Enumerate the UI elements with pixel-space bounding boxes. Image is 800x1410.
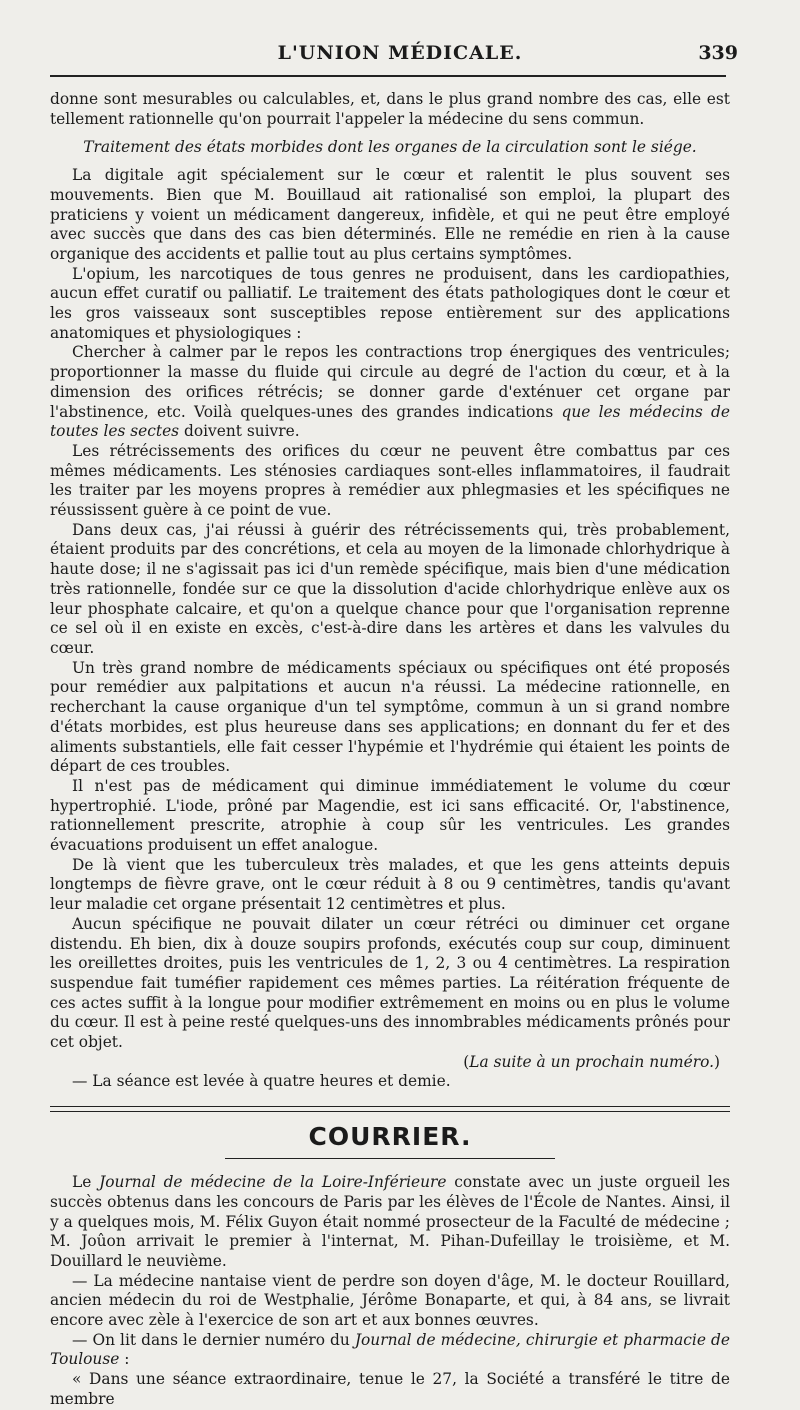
page-number: 339 <box>698 42 738 64</box>
section-divider <box>50 1106 730 1112</box>
italic-text: Journal de médecine, chirurgie et pharmacie de Toulouse <box>50 1330 730 1369</box>
text-run: ) <box>713 1052 720 1071</box>
title-rule <box>225 1158 555 1159</box>
paragraph: La digitale agit spécialement sur le cœur et ralentit le plus souvent ses mouvements. Bien que M. Bouillaud ait rationalisé son emploi, la plupart des praticiens y voient un médicament dangereux, infidèle, et qui ne peut être employé avec succès que dans des cas bien déterminés. Elle ne remédie en rien à la cause organique des accidents et pallie tout au plus certains symptômes. <box>50 166 730 263</box>
paragraph: Il n'est pas de médicament qui diminue immédiatement le volume du cœur hypertrophié. L'iode, prôné par Magendie, est ici sans efficacité. Or, l'abstinence, rationnellement prescrite, atrophie à coup sûr les ventricules. Les grandes évacuations produisent un effet analogue. <box>50 776 730 855</box>
section-subheading: Traitement des états morbides dont les organes de la circulation sont le siége. <box>83 138 697 157</box>
page-body <box>50 90 730 1410</box>
text-run: ( <box>463 1052 470 1071</box>
text-run: — On lit dans le dernier numéro du <box>72 1330 355 1349</box>
paragraph: De là vient que les tuberculeux très malades, et que les gens atteints depuis longtemps de fièvre grave, ont le cœur réduit à 8 ou 9 centimètres, tandis qu'avant leur maladie cet organe présentait 12 centimètres et plus. <box>50 855 730 914</box>
paragraph <box>50 1331 730 1370</box>
paragraph: « Dans une séance extraordinaire, tenue le 27, la Société a transféré le titre de membre <box>50 1370 730 1408</box>
paragraph <box>50 1173 730 1272</box>
closing-line: — La séance est levée à quatre heures et demie. <box>72 1072 451 1091</box>
journal-title: L'UNION MÉDICALE. <box>277 42 523 64</box>
paragraph: L'opium, les narcotiques de tous genres ne produisent, dans les cardiopathies, aucun effet curatif ou palliatif. Le traitement des états pathologiques dont le cœur et les gros vaisseaux sont susceptibles repose entièrement sur des applications anatomiques et physiologiques : <box>50 264 730 342</box>
text-run: Chercher à calmer par le repos les contractions trop énergiques des ventricules; proportionner la masse du fluide qui circule au degré de l'action du cœur, et à la dimension des orifices rétrécis; se donner garde d'exténuer cet organe par l'abstinence, etc. Voilà quelques-unes des grandes indications <box>50 343 730 421</box>
paragraph <box>50 343 730 442</box>
italic-text: Journal de médecine de la Loire-Inférieure <box>99 1173 447 1192</box>
paragraph: Les rétrécissements des orifices du cœur ne peuvent être combattus par ces mêmes médicaments. Les sténosies cardiaques sont-elles inflammatoires, il faudrait les traiter par les moyens propres à remédier aux phlegmasies et les spécifiques ne réussissent guère à ce point de vue. <box>50 441 730 520</box>
continuation-note <box>50 1053 720 1073</box>
paragraph: donne sont mesurables ou calculables, et, dans le plus grand nombre des cas, elle est tellement rationnelle qu'on pourrait l'appeler la médecine du sens commun. <box>50 90 730 128</box>
header-rule <box>50 75 726 77</box>
italic-text: que les médecins de toutes les sectes <box>50 402 731 441</box>
italic-text: La suite à un prochain numéro. <box>469 1052 714 1071</box>
paragraph: Aucun spécifique ne pouvait dilater un cœur rétréci ou diminuer cet organe distendu. Eh bien, dix à douze soupirs profonds, exécutés coup sur coup, diminuent les oreillettes droites, puis les ventricules de 1, 2, 3 ou 4 centimètres. La respiration suspendue fait tuméfier rapidement ces mêmes parties. La réitération fréquente de ces actes suffit à la longue pour modifier extrêmement en moins ou en plus le volume du cœur. Il est à peine resté quelques-uns des innombrables médicaments prônés pour cet objet. <box>50 914 730 1052</box>
paragraph: Un très grand nombre de médicaments spéciaux ou spécifiques ont été proposés pour remédier aux palpitations et aucun n'a réussi. La médecine rationnelle, en recherchant la cause organique d'un tel symptôme, commun à un si grand nombre d'états morbides, est plus heureuse dans ses applications; en donnant du fer et des aliments substantiels, elle fait cesser l'hypémie et l'hydrémie qui étaient les points de départ de ces troubles. <box>50 658 730 776</box>
paragraph: Dans deux cas, j'ai réussi à guérir des rétrécissements qui, très probablement, étaient produits par des concrétions, et cela au moyen de la limonade chlorhydrique à haute dose; il ne s'agissait pas ici d'un remède spécifique, mais bien d'une médication très rationnelle, fondée sur ce que la dissolution d'acide chlorhydrique enlève aux os leur phosphate calcaire, et qu'on a quelque chance pour que l'organisation reprenne ce sel où il en existe en excès, c'est-à-dire dans les artères et dans les valvules du cœur. <box>50 520 730 657</box>
paragraph: — La médecine nantaise vient de perdre son doyen d'âge, M. le docteur Rouillard, ancien médecin du roi de Westphalie, Jérôme Bonaparte, et qui, à 84 ans, se livrait encore avec zèle à l'exercice de son art et aux bonnes œuvres. <box>50 1271 730 1330</box>
courrier-title: COURRIER. <box>308 1122 472 1152</box>
text-run: : <box>119 1350 130 1369</box>
text-run: Le <box>72 1173 100 1192</box>
text-run: doivent suivre. <box>179 422 300 441</box>
running-head <box>0 42 800 72</box>
text-run: constate avec un juste orgueil les succès obtenus dans les concours de Paris par les élèves de l'École de Nantes. Ainsi, il y a quelques mois, M. Félix Guyon était nommé prosecteur de la Faculté de médecine ; M. Joûon arrivait le premier à l'internat, M. Pihan-Dufeillay le troisième, et M. Douillard le neuvième. <box>50 1173 730 1270</box>
